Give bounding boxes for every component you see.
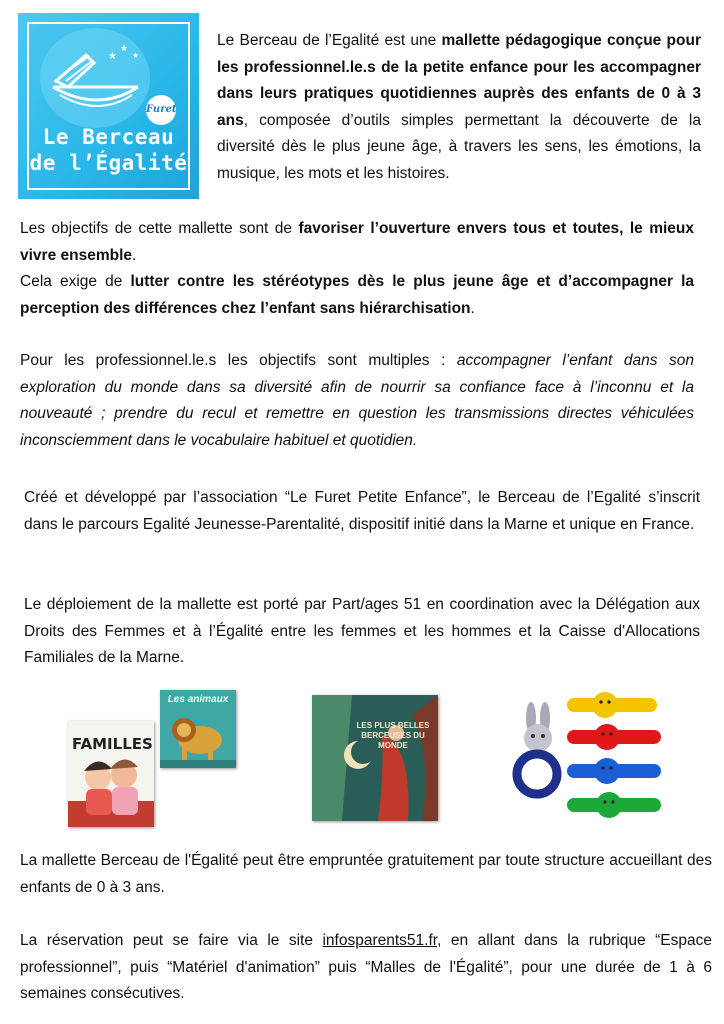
reservation-text-2: , en allant dans la rubrique “Espace professionnel”, puis “Matériel d'animation” puis “Malles de l'Égalité”, pour une durée de 1 à 6 semaines consécutives. [20, 932, 712, 1002]
intro-paragraph [217, 28, 701, 187]
logo-title-line2: de l’Égalité [29, 151, 188, 175]
created-paragraph: Créé et développé par l’association “Le Furet Petite Enfance”, le Berceau de l’Egalité s’inscrit dans le parcours Egalité Jeunesse-Parentalité, dispositif initié dans la Marne et unique en France. [24, 489, 700, 533]
deployment-paragraph: Le déploiement de la mallette est porté par Part/ages 51 en coordination avec la Délégation aux Droits des Femmes et à l’Égalité entre les femmes et les hommes et la Caisse d'Allocations Familiales de la Marne. [24, 596, 700, 666]
berceuses-book-title: LES PLUS BELLES BERCEUSES DU MONDE [356, 721, 430, 750]
bracelets-image [505, 688, 665, 828]
objectives-bold-1: favoriser l’ouverture envers tous et toutes, le mieux vivre ensemble [20, 220, 694, 264]
cradle-icon [48, 43, 148, 118]
pro-italic: accompagner l’enfant dans son exploration du monde dans sa diversité afin de nourrir sa confiance face à l’inconnu et la nouveauté ; prendre du recul et remettre en question les transmissions directes véhiculées inconsciemment dans le vocabulaire habituel et quotidien. [20, 352, 694, 449]
familles-book-title: FAMILLES [72, 735, 153, 753]
reservation-text-1: La réservation peut se faire via le site [20, 932, 323, 949]
logo [18, 13, 199, 199]
reservation-paragraph [20, 928, 712, 1008]
intro-text-1: Le Berceau de l’Egalité est une [217, 32, 442, 49]
svg-text:★: ★ [120, 44, 129, 54]
objectives-text-3: Cela exige de [20, 273, 131, 290]
furet-badge [146, 95, 176, 125]
familles-book-image [68, 721, 154, 827]
pro-objectives-paragraph [20, 348, 694, 454]
berceuses-illustration [312, 695, 438, 821]
intro-text-2: , composée d’outils simples permettant la découverte de la diversité dès le plus jeune âge, à travers les sens, les émotions, la musique, les mots et les histoires. [217, 111, 701, 182]
furet-badge-label: Furet [146, 104, 177, 115]
objectives-text-1: Les objectifs de cette mallette sont de [20, 220, 299, 237]
objectives-bold-2: lutter contre les stéréotypes dès le plus jeune âge et d’accompagner la perception des différences chez l’enfant sans hiérarchisation [20, 273, 695, 317]
intro-bold: mallette pédagogique conçue pour les professionnel.le.s de la petite enfance pour les accompagner dans leurs pratiques quotidiennes auprès des enfants de 0 à 3 ans [217, 32, 701, 129]
objectives-text-2: . [132, 246, 137, 264]
infosparents-link[interactable]: infosparents51.fr [322, 932, 438, 949]
logo-title-line1: Le Berceau [42, 125, 175, 149]
berceuses-book-image [312, 695, 438, 821]
lion-illustration [160, 690, 236, 768]
animaux-book-title: Les animaux [167, 694, 229, 705]
svg-text:★: ★ [108, 51, 117, 62]
familles-illustration [68, 721, 154, 827]
objectives-paragraph [20, 216, 694, 322]
bracelets-illustration [505, 688, 665, 828]
animaux-book-image [160, 690, 236, 768]
borrow-paragraph: La mallette Berceau de l'Égalité peut être empruntée gratuitement par toute structure accueillant des enfants de 0 à 3 ans. [20, 852, 712, 896]
pro-text: Pour les professionnel.le.s les objectifs sont multiples : [20, 352, 457, 369]
objectives-text-4: . [470, 299, 475, 317]
svg-text:★: ★ [132, 51, 140, 60]
